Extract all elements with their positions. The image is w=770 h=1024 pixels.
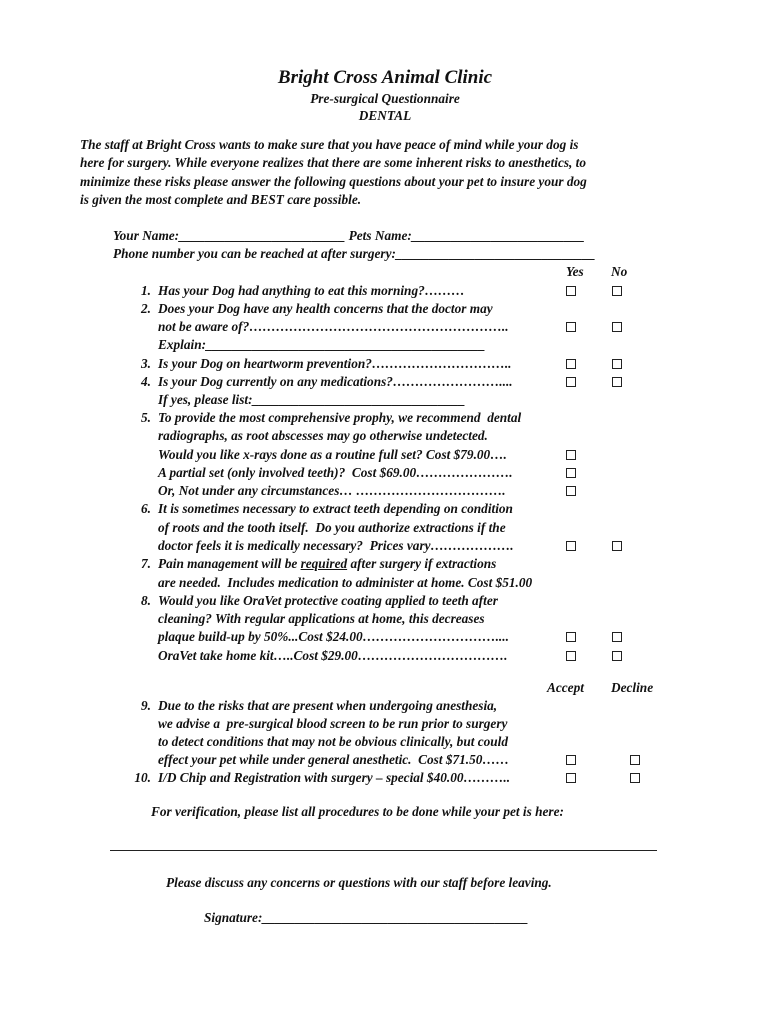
q8-number: 8.	[141, 593, 151, 608]
q5-line: Would you like x-rays done as a routine full set? Cost $79.00….	[158, 447, 507, 462]
intro-line: The staff at Bright Cross wants to make sure that you have peace of mind while your dog is	[80, 137, 579, 152]
signature-field[interactable]: Signature:________________________________________	[204, 910, 529, 925]
q9-decline-checkbox[interactable]	[630, 755, 640, 765]
q10-accept-checkbox[interactable]	[566, 773, 576, 783]
q5-line: radiographs, as root abscesses may go otherwise undetected.	[158, 428, 488, 443]
yes-header: Yes	[566, 264, 584, 279]
q1-no-checkbox[interactable]	[612, 286, 622, 296]
q3-text: Is your Dog on heartworm prevention?…………………………..	[158, 356, 512, 371]
q7-text-pre: Pain management will be	[158, 556, 301, 571]
q3-no-checkbox[interactable]	[612, 359, 622, 369]
q1-yes-checkbox[interactable]	[566, 286, 576, 296]
q4-text: Is your Dog currently on any medications?……………………....	[158, 374, 513, 389]
procedures-line[interactable]	[110, 850, 657, 851]
q5-line: To provide the most comprehensive prophy, we recommend dental	[158, 410, 522, 425]
clinic-title: Bright Cross Animal Clinic	[277, 67, 493, 88]
no-header: No	[611, 264, 628, 279]
q1-text: Has your Dog had anything to eat this morning?………	[158, 283, 465, 298]
q6-yes-checkbox[interactable]	[566, 541, 576, 551]
intro-line: here for surgery. While everyone realizes that there are some inherent risks to anesthetics, to	[80, 155, 587, 171]
q6-line: doctor feels it is medically necessary? Prices vary……………….	[158, 538, 514, 553]
q5-partial-checkbox[interactable]	[566, 468, 576, 478]
q9-number: 9.	[141, 698, 151, 713]
q4-no-checkbox[interactable]	[612, 377, 622, 387]
q7-number: 7.	[141, 556, 151, 571]
q7-text-post: after surgery if extractions	[347, 556, 497, 571]
q10-decline-checkbox[interactable]	[630, 773, 640, 783]
form-type: DENTAL	[358, 108, 412, 123]
q1-number: 1.	[141, 283, 151, 298]
q9-line: Due to the risks that are present when undergoing anesthesia,	[158, 698, 498, 713]
q2-explain-field[interactable]: Explain:__________________________________________	[158, 337, 486, 352]
form-subtitle: Pre-surgical Questionnaire	[310, 91, 460, 106]
q6-line: of roots and the tooth itself. Do you authorize extractions if the	[158, 520, 506, 535]
q6-number: 6.	[141, 501, 151, 516]
q9-line: we advise a pre-surgical blood screen to be run prior to surgery	[158, 716, 508, 731]
q8-line: Would you like OraVet protective coating applied to teeth after	[158, 593, 498, 608]
q5-line: A partial set (only involved teeth)? Cost $69.00………………….	[158, 465, 513, 480]
q9-line: effect your pet while under general anesthetic. Cost $71.50……	[158, 752, 510, 767]
q9-accept-checkbox[interactable]	[566, 755, 576, 765]
q10-text: I/D Chip and Registration with surgery – special $40.00………..	[158, 770, 511, 785]
q8-line: cleaning? With regular applications at home, this decreases	[158, 611, 485, 626]
q2-no-checkbox[interactable]	[612, 322, 622, 332]
q7-required-emphasis: required	[300, 556, 348, 571]
q5-line: Or, Not under any circumstances… …………………………….	[158, 483, 506, 498]
q2-line: Does your Dog have any health concerns that the doctor may	[158, 301, 493, 316]
q8-line: OraVet take home kit…..Cost $29.00…………………………….	[158, 648, 508, 663]
q2-yes-checkbox[interactable]	[566, 322, 576, 332]
q3-yes-checkbox[interactable]	[566, 359, 576, 369]
q8-coating-yes-checkbox[interactable]	[566, 632, 576, 642]
q2-line: not be aware of?…………………………………………………..	[158, 319, 509, 334]
q5-number: 5.	[141, 410, 151, 425]
q4-list-field[interactable]: If yes, please list:________________________________	[158, 392, 466, 407]
accept-header: Accept	[547, 680, 584, 695]
q3-number: 3.	[141, 356, 151, 371]
q7-line: are needed. Includes medication to administer at home. Cost $51.00	[158, 575, 533, 590]
q4-number: 4.	[141, 374, 151, 389]
q8-kit-no-checkbox[interactable]	[612, 651, 622, 661]
name-fields[interactable]: Your Name:_________________________ Pets Name:__________________________	[113, 228, 585, 243]
discuss-note: Please discuss any concerns or questions with our staff before leaving.	[166, 875, 552, 890]
q2-number: 2.	[141, 301, 151, 316]
intro-line: is given the most complete and BEST care possible.	[80, 192, 362, 208]
q8-coating-no-checkbox[interactable]	[612, 632, 622, 642]
intro-line: minimize these risks please answer the following questions about your pet to insure your dog	[80, 173, 587, 189]
q8-kit-yes-checkbox[interactable]	[566, 651, 576, 661]
q5-none-checkbox[interactable]	[566, 486, 576, 496]
verification-prompt: For verification, please list all procedures to be done while your pet is here:	[151, 804, 564, 819]
q10-number: 10.	[134, 770, 151, 785]
q7-line	[158, 555, 496, 573]
phone-field[interactable]: Phone number you can be reached at after surgery:______________________________	[113, 246, 596, 261]
q4-yes-checkbox[interactable]	[566, 377, 576, 387]
q8-line: plaque build-up by 50%...Cost $24.00…………………………....	[158, 629, 509, 644]
intro-paragraph	[80, 136, 680, 210]
decline-header: Decline	[611, 680, 654, 695]
q6-line: It is sometimes necessary to extract teeth depending on condition	[158, 501, 513, 516]
q6-no-checkbox[interactable]	[612, 541, 622, 551]
q9-line: to detect conditions that may not be obvious clinically, but could	[158, 734, 509, 749]
q5-fullset-checkbox[interactable]	[566, 450, 576, 460]
